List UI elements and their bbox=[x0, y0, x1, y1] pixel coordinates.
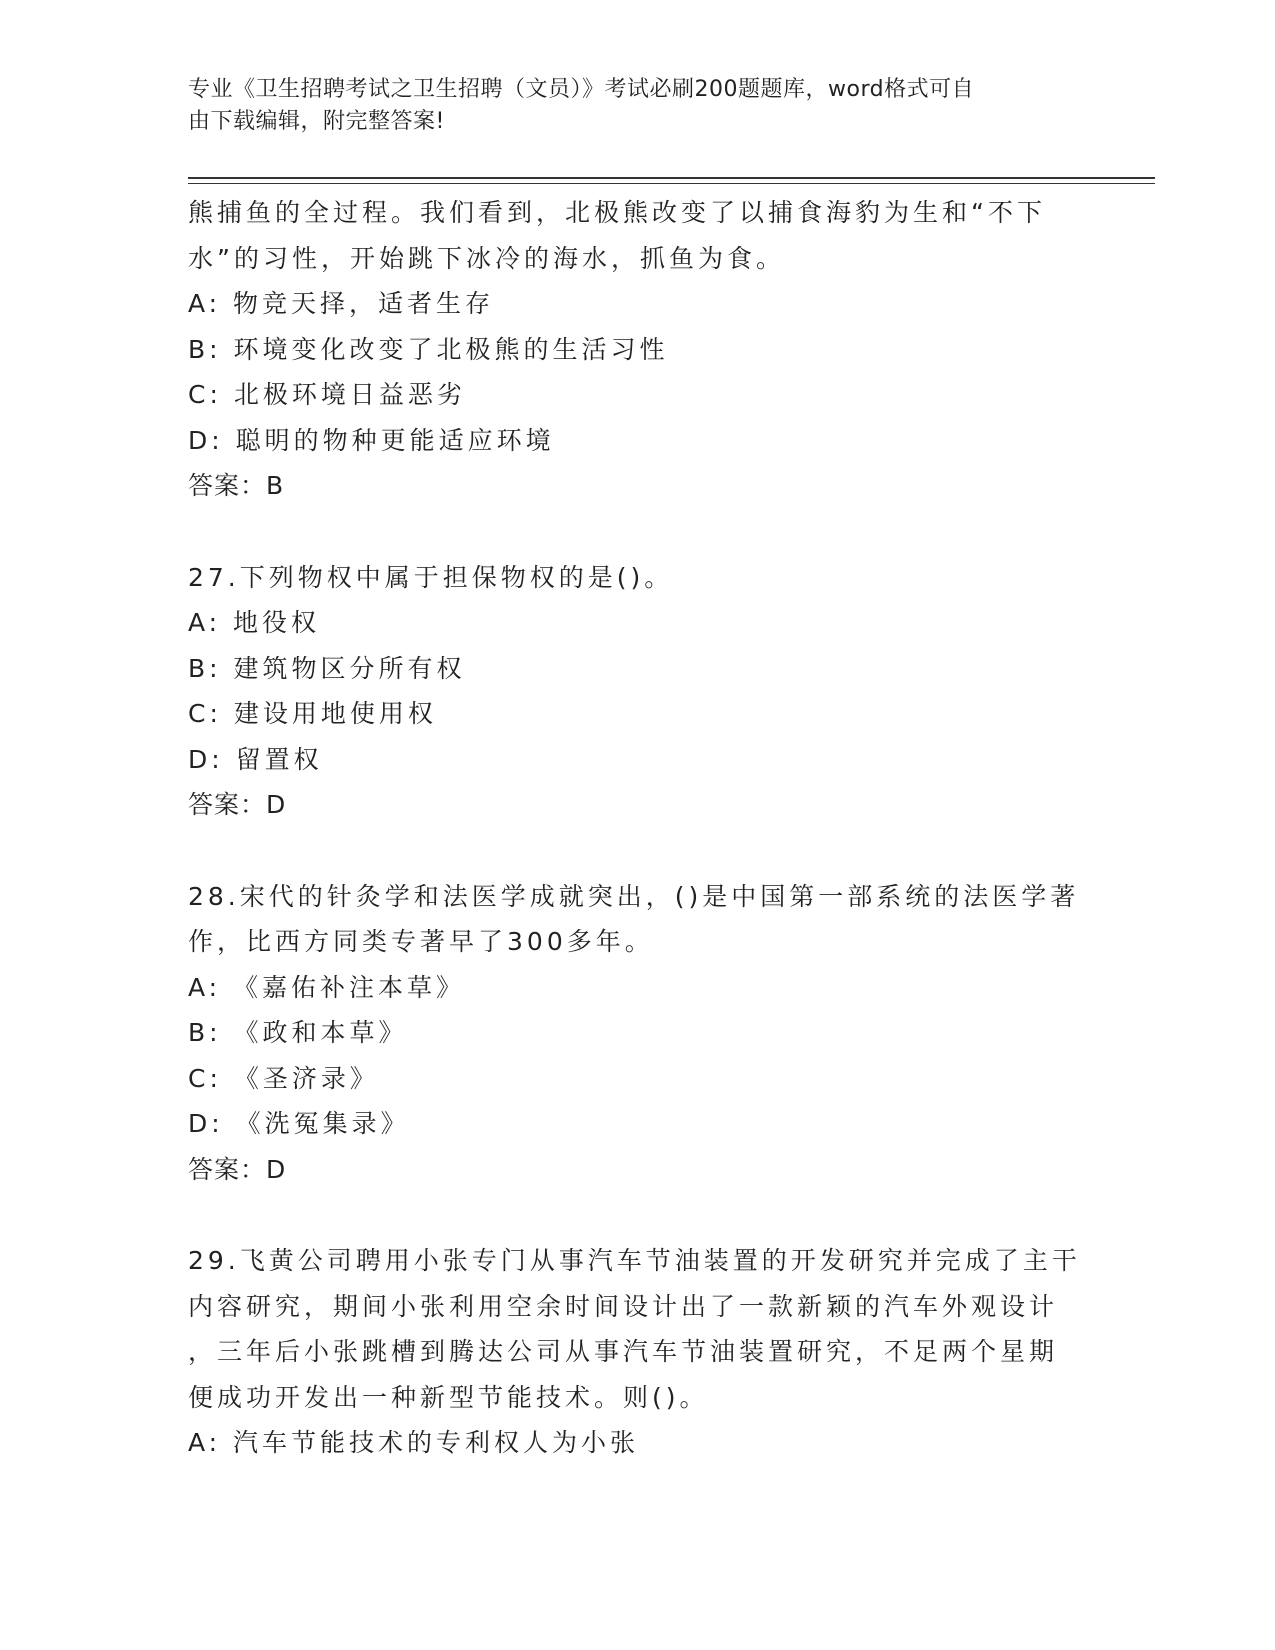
option-d: D: 留置权 bbox=[188, 744, 323, 774]
option-a: A: 物竞天择，适者生存 bbox=[188, 289, 495, 318]
question-stem-line: 28.宋代的针灸学和法医学成就突出，()是中国第一部系统的法医学著 bbox=[188, 881, 1080, 911]
option-c: C: 《圣济录》 bbox=[188, 1063, 379, 1093]
option-c: C: 北极环境日益恶劣 bbox=[188, 380, 466, 409]
option-a: A: 《嘉佑补注本草》 bbox=[188, 972, 466, 1002]
question-26 bbox=[188, 190, 1088, 509]
option-b: B: 《政和本草》 bbox=[188, 1018, 408, 1047]
question-content bbox=[188, 190, 1088, 1466]
header-line-2: 由下载编辑，附完整答案! bbox=[188, 109, 445, 134]
question-stem-line: 水”的习性，开始跳下冰冷的海水，抓鱼为食。 bbox=[188, 243, 785, 273]
answer: 答案：D bbox=[188, 790, 287, 819]
header-line-1: 专业《卫生招聘考试之卫生招聘（文员）》考试必刷200题题库，word格式可自 bbox=[188, 77, 975, 102]
option-d: D: 聪明的物种更能适应环境 bbox=[188, 425, 555, 455]
header-divider-thick bbox=[188, 177, 1155, 179]
question-stem-line: 27.下列物权中属于担保物权的是()。 bbox=[188, 562, 674, 592]
option-b: B: 建筑物区分所有权 bbox=[188, 653, 466, 683]
question-stem-line: 内容研究，期间小张利用空余时间设计出了一款新颖的汽车外观设计 bbox=[188, 1291, 1059, 1321]
spacer bbox=[188, 1192, 1088, 1238]
spacer bbox=[188, 509, 1088, 555]
header-divider-thin bbox=[188, 183, 1155, 184]
question-stem-line: ，三年后小张跳槽到腾达公司从事汽车节油装置研究，不足两个星期 bbox=[188, 1337, 1059, 1366]
option-c: C: 建设用地使用权 bbox=[188, 699, 437, 728]
question-28 bbox=[188, 874, 1088, 1193]
spacer bbox=[188, 828, 1088, 874]
option-d: D: 《洗冤集录》 bbox=[188, 1109, 410, 1138]
answer: 答案：B bbox=[188, 471, 285, 500]
question-stem-line: 熊捕鱼的全过程。我们看到，北极熊改变了以捕食海豹为生和“不下 bbox=[188, 198, 1046, 227]
option-a: A: 汽车节能技术的专利权人为小张 bbox=[188, 1428, 640, 1457]
document-header bbox=[188, 74, 1078, 138]
question-stem-line: 29.飞黄公司聘用小张专门从事汽车节油装置的开发研究并完成了主干 bbox=[188, 1246, 1081, 1275]
question-29 bbox=[188, 1238, 1088, 1466]
question-stem-line: 作，比西方同类专著早了300多年。 bbox=[188, 927, 654, 956]
question-stem-line: 便成功开发出一种新型节能技术。则()。 bbox=[188, 1382, 709, 1412]
option-a: A: 地役权 bbox=[188, 608, 321, 637]
question-27 bbox=[188, 555, 1088, 828]
option-b: B: 环境变化改变了北极熊的生活习性 bbox=[188, 334, 669, 364]
answer: 答案：D bbox=[188, 1154, 287, 1184]
